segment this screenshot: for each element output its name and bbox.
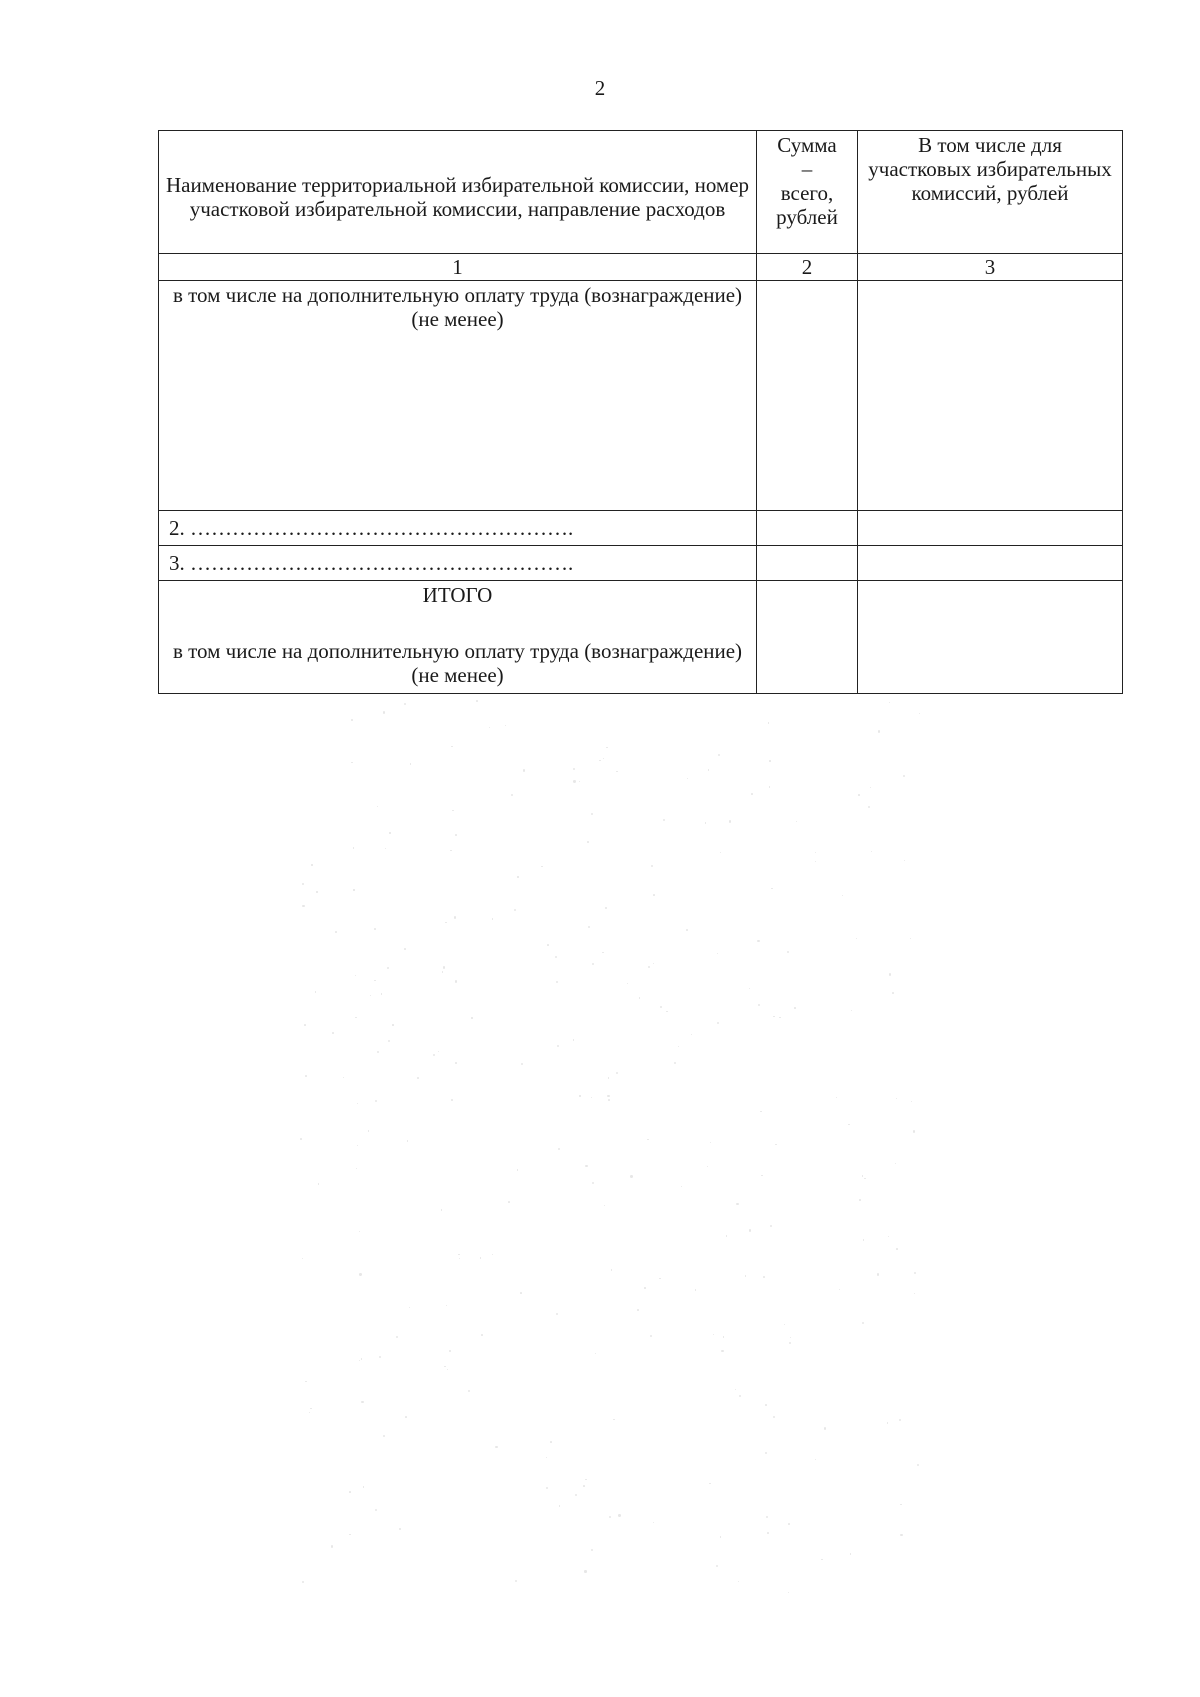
scan-speckle xyxy=(903,775,905,777)
scan-speckle xyxy=(409,1307,410,1308)
scan-speckle xyxy=(763,1276,765,1278)
scan-speckle xyxy=(862,1322,864,1324)
scan-speckle xyxy=(870,787,871,788)
scan-speckle xyxy=(305,1075,307,1077)
scan-speckle xyxy=(660,1006,662,1008)
scan-speckle xyxy=(787,951,789,953)
scan-speckle xyxy=(644,1287,646,1289)
scan-speckle xyxy=(556,981,558,983)
scan-speckle xyxy=(591,813,593,815)
scan-speckle xyxy=(443,966,445,968)
scan-speckle xyxy=(383,711,385,713)
scan-speckle xyxy=(749,988,750,989)
scan-speckle xyxy=(316,891,317,892)
scan-speckle xyxy=(455,1062,457,1064)
scan-speckle xyxy=(521,1063,523,1065)
scan-speckle xyxy=(663,819,665,821)
scan-speckle xyxy=(349,1491,351,1493)
scan-speckle xyxy=(446,1305,447,1306)
scan-speckle xyxy=(717,953,718,954)
scan-speckle xyxy=(508,1201,510,1203)
scan-speckle xyxy=(653,894,655,896)
page-number: 2 xyxy=(594,76,606,100)
scan-speckle xyxy=(678,1046,679,1047)
scan-speckle xyxy=(850,1553,852,1555)
scan-speckle xyxy=(760,1111,762,1113)
scan-speckle xyxy=(788,1523,790,1525)
scan-speckle xyxy=(773,1416,775,1418)
scan-speckle xyxy=(871,851,872,852)
sum-cell xyxy=(757,581,858,694)
header-sum-line: всего, xyxy=(780,181,834,205)
scan-speckle xyxy=(713,1334,714,1335)
scan-speckle xyxy=(769,760,771,762)
scan-speckle xyxy=(349,1534,350,1535)
scan-speckle xyxy=(332,1032,334,1034)
scan-speckle xyxy=(913,1130,915,1132)
scan-speckle xyxy=(441,1209,443,1211)
total-cell xyxy=(159,581,757,694)
precinct-cell xyxy=(858,546,1123,581)
scan-speckle xyxy=(911,1101,912,1102)
scan-speckle xyxy=(559,1505,561,1507)
scan-speckle xyxy=(603,758,605,760)
scan-speckle xyxy=(757,940,759,942)
scan-speckle xyxy=(695,1289,696,1290)
scan-speckle xyxy=(454,916,456,918)
scan-speckle xyxy=(708,769,710,771)
scan-speckle xyxy=(558,1148,560,1150)
scan-speckle xyxy=(304,1024,306,1026)
scan-speckle xyxy=(492,918,494,920)
scan-speckle xyxy=(815,861,817,863)
scan-speckle xyxy=(455,980,457,982)
scan-speckle xyxy=(723,1336,724,1337)
scan-speckle xyxy=(359,1273,361,1275)
table-header-row xyxy=(159,131,1123,254)
scan-speckle xyxy=(588,926,590,928)
scan-speckle xyxy=(302,1581,304,1583)
column-number: 3 xyxy=(858,254,1123,281)
scan-speckle xyxy=(681,1186,682,1187)
table-row xyxy=(159,546,1123,581)
scan-speckle xyxy=(585,1165,587,1167)
scan-speckle xyxy=(495,1446,497,1448)
scan-speckle xyxy=(385,848,386,849)
scan-speckle xyxy=(389,832,390,833)
scan-speckle xyxy=(557,1045,559,1047)
scan-speckle xyxy=(471,1017,472,1018)
scan-speckle xyxy=(919,713,920,714)
scan-speckle xyxy=(361,1401,363,1403)
scan-speckle xyxy=(836,1097,837,1098)
scan-speckle xyxy=(363,1486,364,1487)
scan-speckle xyxy=(575,1494,577,1496)
scan-speckle xyxy=(687,778,689,780)
scan-speckle xyxy=(821,1559,823,1561)
scan-speckle xyxy=(404,703,406,705)
scan-speckle xyxy=(709,1483,710,1484)
scan-speckle xyxy=(374,928,376,930)
scan-speckle xyxy=(735,1389,736,1390)
scan-speckle xyxy=(765,1404,767,1406)
scan-speckle xyxy=(555,956,557,958)
scan-speckle xyxy=(745,1275,746,1276)
scan-speckle xyxy=(666,1011,668,1013)
scan-speckle xyxy=(355,975,357,977)
scan-speckle xyxy=(550,1441,552,1443)
scan-speckle xyxy=(315,991,317,993)
scan-speckle xyxy=(547,944,549,946)
scan-speckle xyxy=(789,1342,791,1344)
scan-speckle xyxy=(710,1142,711,1143)
scan-speckle xyxy=(511,794,513,796)
scan-speckle xyxy=(602,952,603,953)
scan-speckle xyxy=(607,1095,609,1097)
scan-speckle xyxy=(771,888,773,890)
scan-speckle xyxy=(455,834,457,836)
scan-speckle xyxy=(842,895,843,896)
scan-speckle xyxy=(374,980,376,982)
scan-speckle xyxy=(653,1522,654,1523)
scan-speckle xyxy=(721,1350,723,1352)
scan-speckle xyxy=(856,938,857,939)
sum-cell xyxy=(757,281,858,511)
scan-speckle xyxy=(648,966,650,968)
scan-speckle xyxy=(517,1169,518,1170)
scan-speckle xyxy=(546,1457,547,1458)
scan-speckle xyxy=(573,780,575,782)
scan-speckle xyxy=(790,1337,791,1338)
scan-speckle xyxy=(739,1395,741,1397)
scan-speckle xyxy=(388,1040,390,1042)
scan-speckle xyxy=(541,866,543,868)
scan-speckle xyxy=(599,760,600,761)
scan-speckle xyxy=(379,1356,381,1358)
scan-speckle xyxy=(302,905,304,907)
scan-speckle xyxy=(770,1225,772,1227)
scan-speckle xyxy=(716,1565,718,1567)
scan-speckle xyxy=(438,1051,439,1052)
scan-speckle xyxy=(864,1178,865,1179)
scan-speckle xyxy=(900,1504,901,1505)
scan-speckle xyxy=(405,1416,407,1418)
scan-speckle xyxy=(720,852,721,853)
scan-speckle xyxy=(318,1183,319,1184)
scan-speckle xyxy=(647,1139,648,1140)
scan-speckle xyxy=(769,786,770,787)
spacer xyxy=(165,607,750,639)
scan-speckle xyxy=(796,821,797,822)
scan-speckle xyxy=(449,1350,451,1352)
scan-speckle xyxy=(375,1509,377,1511)
scan-speckle xyxy=(674,1062,676,1064)
scan-speckle xyxy=(452,810,453,811)
table-row xyxy=(159,281,1123,511)
scan-speckle xyxy=(858,794,860,796)
scan-speckle xyxy=(608,1077,609,1078)
scan-speckle xyxy=(515,1580,517,1582)
row-label: 3. ………………………………………………. xyxy=(159,546,757,581)
scan-speckle xyxy=(585,1479,586,1480)
scan-speckle xyxy=(595,1353,596,1354)
scan-speckle xyxy=(824,1427,826,1429)
scan-speckle xyxy=(659,1278,661,1280)
total-detail-text: в том числе на дополнительную оплату труда (вознаграждение) (не менее) xyxy=(172,639,743,687)
scan-speckle xyxy=(768,722,770,724)
scan-speckle xyxy=(605,907,607,909)
scan-speckle xyxy=(896,1248,898,1250)
scan-speckle xyxy=(749,1229,751,1231)
scan-speckle xyxy=(514,909,516,911)
scan-speckle xyxy=(904,860,905,861)
sum-cell xyxy=(757,546,858,581)
scan-speckle xyxy=(738,1581,739,1582)
scan-speckle xyxy=(863,1239,865,1241)
scan-speckle xyxy=(691,1034,692,1035)
scan-speckle xyxy=(895,1163,896,1164)
column-number: 1 xyxy=(159,254,757,281)
scan-speckle xyxy=(546,1487,548,1489)
header-sum-total xyxy=(757,131,858,254)
scan-speckle xyxy=(584,1570,586,1572)
scan-speckle xyxy=(468,1390,470,1392)
header-sum-line: – xyxy=(801,157,813,181)
scan-speckle xyxy=(311,864,312,865)
scan-speckle xyxy=(481,1334,483,1336)
scan-speckle xyxy=(407,1140,409,1142)
scan-speckle xyxy=(353,847,355,849)
header-precinct-commissions: В том числе для участковых избирательных комиссий, рублей xyxy=(858,131,1123,254)
scan-speckle xyxy=(310,1408,312,1410)
scan-speckle xyxy=(305,1381,307,1383)
precinct-cell xyxy=(858,511,1123,546)
scan-speckle xyxy=(592,1182,594,1184)
scan-speckle xyxy=(848,1124,849,1125)
scan-speckle xyxy=(653,963,654,964)
precinct-cell xyxy=(858,581,1123,694)
total-label: ИТОГО xyxy=(422,583,493,607)
scan-speckle xyxy=(751,793,753,795)
scan-speckle xyxy=(444,1366,445,1367)
scan-speckle xyxy=(892,992,894,994)
scan-speckle xyxy=(357,1145,358,1146)
scan-speckle xyxy=(604,1205,605,1206)
scan-speckle xyxy=(517,876,518,877)
scan-speckle xyxy=(505,725,506,726)
budget-table xyxy=(158,130,1123,694)
scan-speckle xyxy=(377,1051,379,1053)
scan-speckle xyxy=(351,762,352,763)
scan-speckle xyxy=(917,1464,919,1466)
scan-speckle xyxy=(451,746,453,748)
scan-speckle xyxy=(608,1099,610,1101)
scan-speckle xyxy=(492,1254,493,1255)
scan-speckle xyxy=(705,822,706,823)
scan-speckle xyxy=(387,967,389,969)
scan-speckle xyxy=(370,995,371,996)
scan-speckle xyxy=(302,1258,303,1259)
scan-speckle xyxy=(351,719,353,721)
scan-speckle xyxy=(520,1292,522,1294)
scan-speckle xyxy=(851,1010,852,1011)
scan-speckle xyxy=(707,1166,708,1167)
scan-speckle xyxy=(765,1452,767,1454)
scan-speckle xyxy=(717,1022,719,1024)
scan-speckle xyxy=(331,1545,333,1547)
scan-speckle xyxy=(381,993,383,995)
scan-speckle xyxy=(618,1514,620,1516)
scan-speckle xyxy=(758,1004,760,1006)
scan-speckle xyxy=(609,1516,611,1518)
scan-speckle xyxy=(302,883,304,885)
scan-speckle xyxy=(726,1235,727,1236)
scan-speckle xyxy=(587,841,589,843)
scan-speckle xyxy=(779,1017,781,1019)
scan-speckle xyxy=(613,1419,615,1421)
scan-speckle xyxy=(442,971,444,973)
scan-speckle xyxy=(606,747,607,748)
scan-speckle xyxy=(459,1258,460,1259)
scan-speckle xyxy=(573,768,575,770)
scan-speckle xyxy=(579,1095,580,1096)
scan-speckle xyxy=(458,1254,460,1256)
scan-speckle xyxy=(356,1168,357,1169)
detail-text: в том числе на дополнительную оплату труда (вознаграждение) (не менее) xyxy=(159,281,757,511)
scan-speckle xyxy=(784,1324,785,1325)
scan-speckle xyxy=(480,1257,482,1259)
column-number: 2 xyxy=(757,254,858,281)
scan-speckle xyxy=(417,1077,419,1079)
scan-speckle xyxy=(450,850,451,851)
scan-speckle xyxy=(630,1175,632,1177)
scan-speckle xyxy=(815,1459,816,1460)
scan-speckle xyxy=(383,1435,385,1437)
scan-speckle xyxy=(300,1138,302,1140)
scan-speckle xyxy=(375,1100,377,1102)
header-sum-line: Сумма xyxy=(777,133,837,157)
scan-speckle xyxy=(573,1039,575,1041)
scan-speckle xyxy=(355,1017,356,1018)
scan-speckle xyxy=(887,1422,889,1424)
header-commission-name: Наименование территориальной избирательной комиссии, номер участковой избирательной комиссии, направление расходов xyxy=(159,131,757,254)
scan-speckle xyxy=(447,1369,448,1370)
scan-speckle xyxy=(775,1144,776,1145)
scan-speckle xyxy=(591,1097,593,1099)
scan-speckle xyxy=(361,1358,362,1359)
scan-speckle xyxy=(859,1199,861,1201)
scan-speckle xyxy=(476,700,478,702)
scan-speckle xyxy=(900,1534,902,1536)
scan-speckle xyxy=(396,1336,398,1338)
scan-speckle xyxy=(767,1532,769,1534)
scan-speckle xyxy=(718,754,720,756)
scan-speckle xyxy=(377,806,378,807)
scan-speckle xyxy=(773,1016,774,1017)
scan-speckle xyxy=(335,931,337,933)
scan-speckle xyxy=(794,1007,796,1009)
scan-speckle xyxy=(868,806,870,808)
scan-speckle xyxy=(651,865,653,867)
sum-cell xyxy=(757,511,858,546)
scan-speckle xyxy=(445,922,447,924)
scan-speckle xyxy=(729,820,731,822)
table-row xyxy=(159,511,1123,546)
scan-speckle xyxy=(451,1099,453,1101)
scan-speckle xyxy=(736,1203,738,1205)
scan-speckle xyxy=(761,1175,763,1177)
scan-speckle xyxy=(353,889,354,890)
scan-speckle xyxy=(556,1313,558,1315)
scan-speckle xyxy=(862,1175,864,1177)
scan-speckle xyxy=(359,1231,360,1232)
scan-speckle xyxy=(357,1103,359,1105)
scan-speckle xyxy=(616,771,618,773)
precinct-cell xyxy=(858,281,1123,511)
scan-speckle xyxy=(523,769,525,771)
scan-speckle xyxy=(637,1309,639,1311)
scan-speckle xyxy=(433,1054,435,1056)
scan-speckle xyxy=(766,1516,768,1518)
scan-speckle xyxy=(720,1536,721,1537)
scan-speckle xyxy=(583,1485,585,1487)
scan-speckle xyxy=(399,1528,401,1530)
scan-speckle xyxy=(910,938,911,939)
scan-speckle xyxy=(788,1592,789,1593)
scan-speckle xyxy=(611,1269,612,1270)
scan-speckle xyxy=(592,963,594,965)
column-number-row xyxy=(159,254,1123,281)
scan-speckle xyxy=(650,1335,652,1337)
row-label: 2. ………………………………………………. xyxy=(159,511,757,546)
scan-speckle xyxy=(889,702,890,703)
scan-speckle xyxy=(839,1289,840,1290)
scan-speckle xyxy=(309,1412,310,1413)
scan-speckle xyxy=(591,1549,593,1551)
scan-speckle xyxy=(888,1236,889,1237)
scan-speckle xyxy=(410,763,411,764)
scan-speckle xyxy=(899,1419,901,1421)
scan-speckle xyxy=(896,1098,897,1099)
scan-speckle xyxy=(878,730,880,732)
scan-speckle xyxy=(404,948,406,950)
scan-speckle xyxy=(627,983,628,984)
scan-speckle xyxy=(489,727,491,729)
scan-speckle xyxy=(914,1272,916,1274)
scan-speckle xyxy=(368,1130,370,1132)
scan-speckle xyxy=(686,929,688,931)
scan-speckle xyxy=(914,1293,915,1294)
scan-speckle xyxy=(639,997,640,998)
scan-speckle xyxy=(877,1273,879,1275)
scan-speckle xyxy=(815,852,816,853)
scan-speckle xyxy=(616,1072,618,1074)
scan-speckle xyxy=(889,973,891,975)
scan-speckle xyxy=(579,781,580,782)
header-sum-line: рублей xyxy=(776,205,838,229)
scan-speckle xyxy=(392,1024,393,1025)
total-row xyxy=(159,581,1123,694)
scan-speckle xyxy=(343,1077,344,1078)
